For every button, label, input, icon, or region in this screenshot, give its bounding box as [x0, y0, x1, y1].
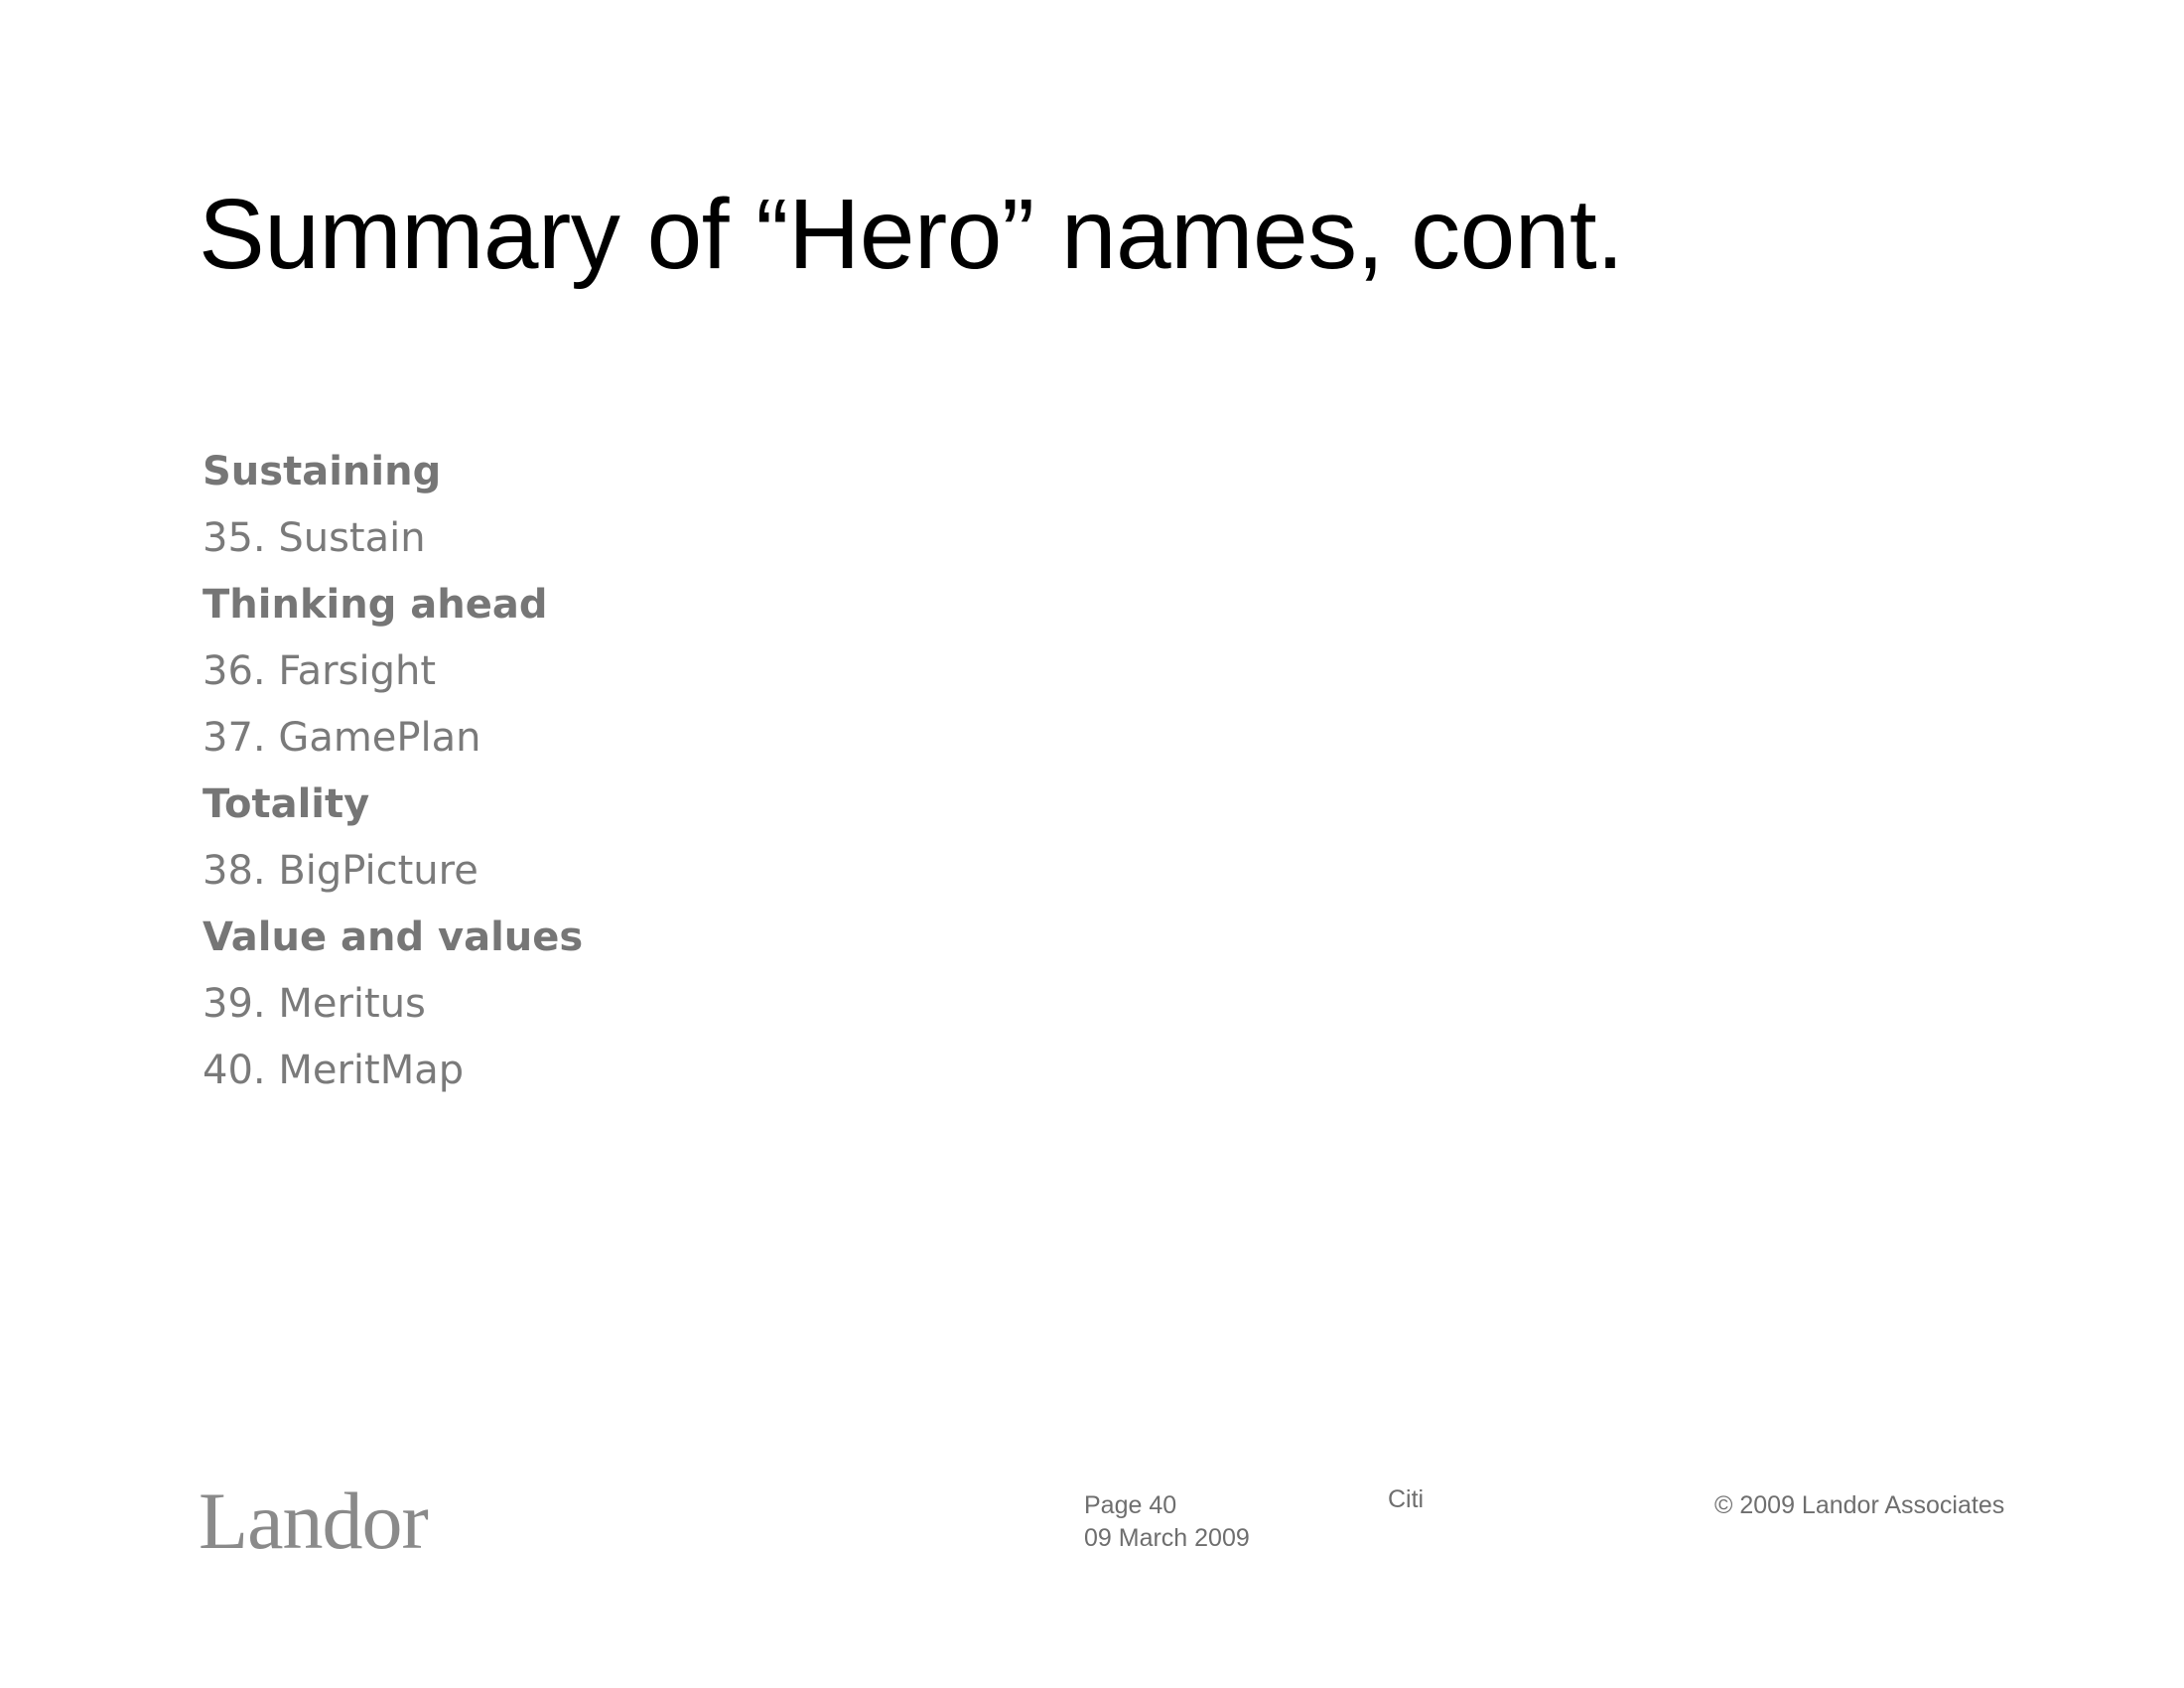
landor-logo: Landor [199, 1476, 428, 1566]
list-item: 40. MeritMap [203, 1048, 465, 1093]
category-heading-sustaining: Sustaining [203, 449, 442, 494]
category-heading-value-and-values: Value and values [203, 914, 584, 960]
page-number: Page 40 [1084, 1491, 1177, 1519]
hero-names-list [203, 439, 583, 1104]
list-item: 35. Sustain [203, 515, 426, 561]
category-heading-totality: Totality [203, 781, 370, 827]
presentation-date: 09 March 2009 [1084, 1524, 1250, 1552]
client-name: Citi [1388, 1485, 1425, 1513]
category-heading-thinking-ahead: Thinking ahead [203, 582, 548, 628]
slide-title: Summary of “Hero” names, cont. [199, 179, 1624, 290]
list-item: 37. GamePlan [203, 715, 481, 761]
list-item: 39. Meritus [203, 981, 426, 1027]
copyright-notice: © 2009 Landor Associates [1714, 1491, 2005, 1519]
list-item: 38. BigPicture [203, 848, 478, 894]
list-item: 36. Farsight [203, 648, 436, 694]
